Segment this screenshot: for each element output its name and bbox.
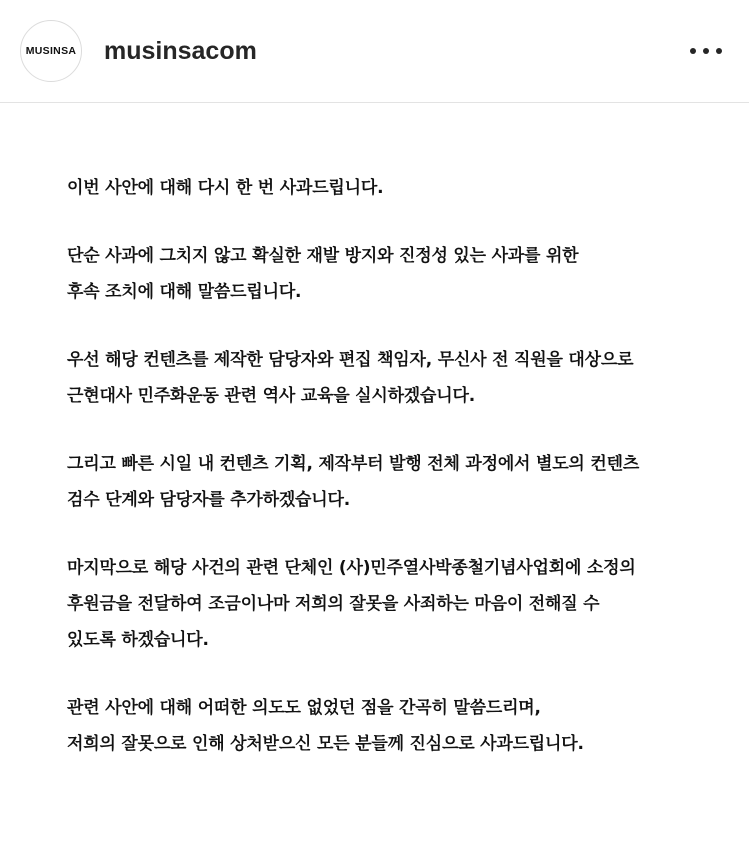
more-options-icon[interactable] [686, 40, 726, 62]
text-line: 우선 해당 컨텐츠를 제작한 담당자와 편집 책임자, 무신사 전 직원을 대상으로 [67, 350, 634, 370]
dot [703, 48, 709, 54]
avatar-logo-text: MUSINSA [25, 45, 77, 57]
paragraph [67, 550, 727, 658]
text-line: 마지막으로 해당 사건의 관련 단체인 (사)민주열사박종철기념사업회에 소정의 [67, 558, 636, 578]
text-line: 그리고 빠른 시일 내 컨텐츠 기획, 제작부터 발행 전체 과정에서 별도의 컨텐츠 [67, 454, 640, 474]
post-header [0, 0, 749, 103]
paragraph [67, 342, 727, 414]
text-line: 후속 조치에 대해 말씀드립니다. [67, 282, 302, 302]
paragraph [67, 238, 727, 310]
text-line: 후원금을 전달하여 조금이나마 저희의 잘못을 사죄하는 마음이 전해질 수 [67, 594, 600, 614]
text-line: 검수 단계와 담당자를 추가하겠습니다. [67, 490, 350, 510]
text-line: 근현대사 민주화운동 관련 역사 교육을 실시하겠습니다. [67, 386, 475, 406]
text-line: 단순 사과에 그치지 않고 확실한 재발 방지와 진정성 있는 사과를 위한 [67, 246, 579, 266]
text-line: 있도록 하겠습니다. [67, 630, 209, 650]
username-link[interactable]: musinsacom [104, 37, 257, 65]
paragraph [67, 690, 727, 762]
dot [690, 48, 696, 54]
text-line: 저희의 잘못으로 인해 상처받으신 모든 분들께 진심으로 사과드립니다. [67, 734, 584, 754]
avatar[interactable] [20, 20, 82, 82]
dot [716, 48, 722, 54]
paragraph [67, 170, 727, 206]
paragraph [67, 446, 727, 518]
text-line: 이번 사안에 대해 다시 한 번 사과드립니다. [67, 178, 384, 198]
post-body [67, 170, 727, 794]
text-line: 관련 사안에 대해 어떠한 의도도 없었던 점을 간곡히 말씀드리며, [67, 698, 541, 718]
